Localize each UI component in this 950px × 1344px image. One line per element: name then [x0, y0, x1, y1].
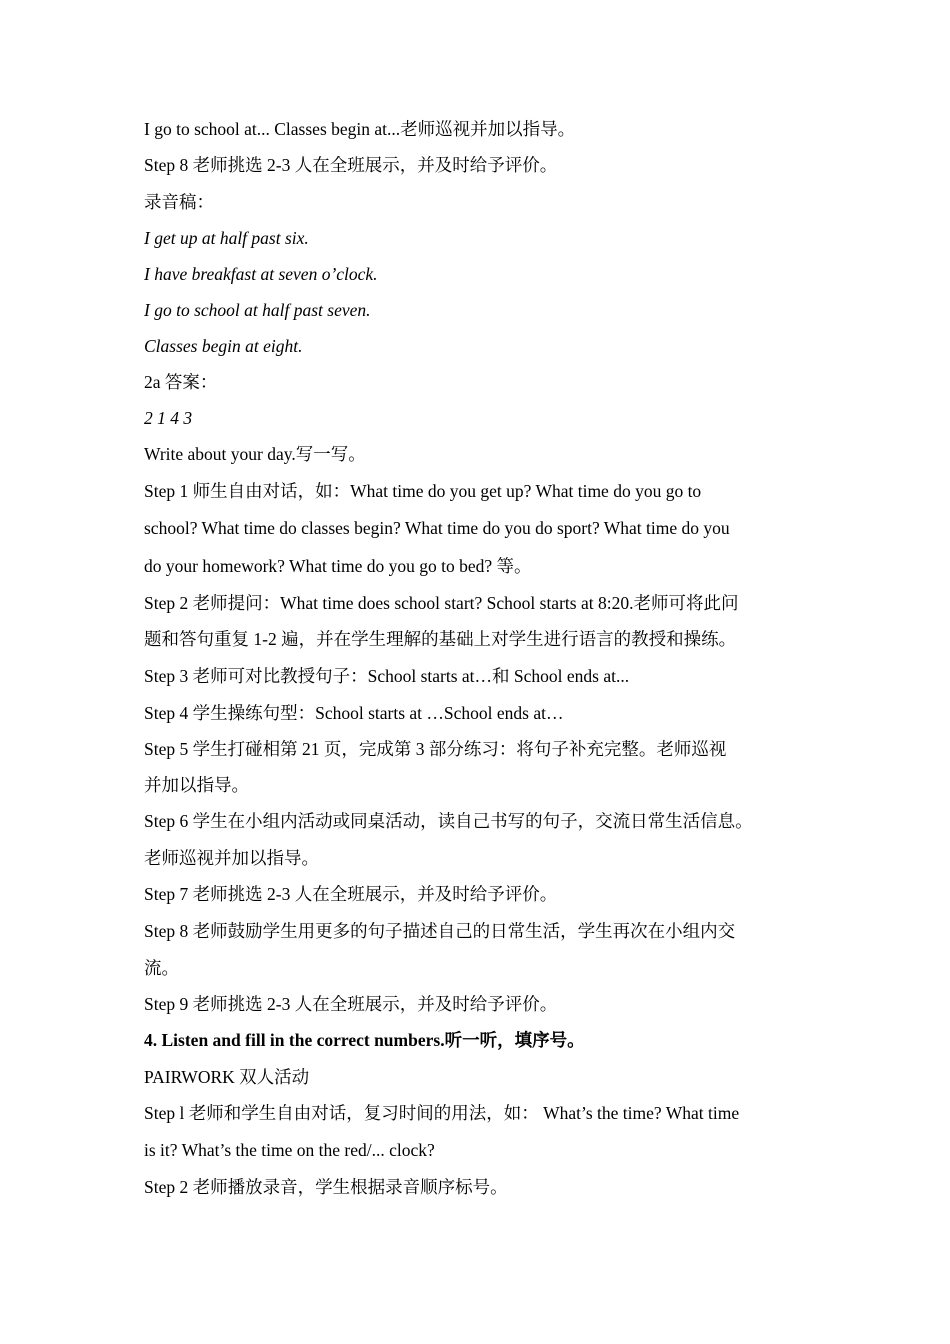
text-line-3: 录音稿：	[144, 192, 214, 212]
text-line-19: 并加以指导。	[144, 775, 249, 795]
text-line-28: Step l 老师和学生自由对话，复习时间的用法，如： What’s the time? What time	[144, 1103, 740, 1123]
text-line-1: I go to school at... Classes begin at...老师巡视并加以指导。	[144, 119, 576, 139]
text-line-20: Step 6 学生在小组内活动或同桌活动，读自己书写的句子，交流日常生活信息。	[144, 811, 753, 831]
text-line-12: school? What time do classes begin? What time do you do sport? What time do you	[144, 518, 730, 538]
text-line-23: Step 8 老师鼓励学生用更多的句子描述自己的日常生活，学生再次在小组内交	[144, 921, 736, 941]
text-line-14: Step 2 老师提问：What time does school start? School starts at 8:20.老师可将此问	[144, 593, 739, 613]
text-line-10: Write about your day.写一写。	[144, 444, 366, 464]
section-heading: 4. Listen and fill in the correct numbers.听一听，填序号。	[144, 1030, 585, 1050]
transcript-line-1: I get up at half past six.	[144, 228, 309, 248]
text-line-18: Step 5 学生打碰相第 21 页，完成第 3 部分练习：将句子补充完整。老师巡视	[144, 739, 727, 759]
text-line-8: 2a 答案：	[144, 372, 218, 392]
text-line-17: Step 4 学生操练句型：School starts at …School ends at…	[144, 703, 564, 723]
transcript-line-2: I have breakfast at seven o’clock.	[144, 264, 378, 284]
text-line-2: Step 8 老师挑选 2-3 人在全班展示，并及时给予评价。	[144, 155, 558, 175]
text-line-16: Step 3 老师可对比教授句子：School starts at…和 School ends at...	[144, 666, 630, 686]
transcript-line-3: I go to school at half past seven.	[144, 300, 371, 320]
answer-line: 2 1 4 3	[144, 408, 193, 428]
text-line-15: 题和答句重复 1-2 遍，并在学生理解的基础上对学生进行语言的教授和操练。	[144, 629, 737, 649]
text-line-11: Step 1 师生自由对话，如：What time do you get up? What time do you go to	[144, 481, 702, 501]
text-line-30: Step 2 老师播放录音，学生根据录音顺序标号。	[144, 1177, 508, 1197]
text-line-25: Step 9 老师挑选 2-3 人在全班展示，并及时给予评价。	[144, 994, 558, 1014]
text-line-22: Step 7 老师挑选 2-3 人在全班展示，并及时给予评价。	[144, 884, 558, 904]
text-line-13: do your homework? What time do you go to bed? 等。	[144, 556, 532, 576]
text-line-29: is it? What’s the time on the red/... clock?	[144, 1140, 435, 1160]
transcript-line-4: Classes begin at eight.	[144, 336, 303, 356]
text-line-21: 老师巡视并加以指导。	[144, 848, 319, 868]
text-line-24: 流。	[144, 958, 179, 978]
text-line-27: PAIRWORK 双人活动	[144, 1067, 310, 1087]
